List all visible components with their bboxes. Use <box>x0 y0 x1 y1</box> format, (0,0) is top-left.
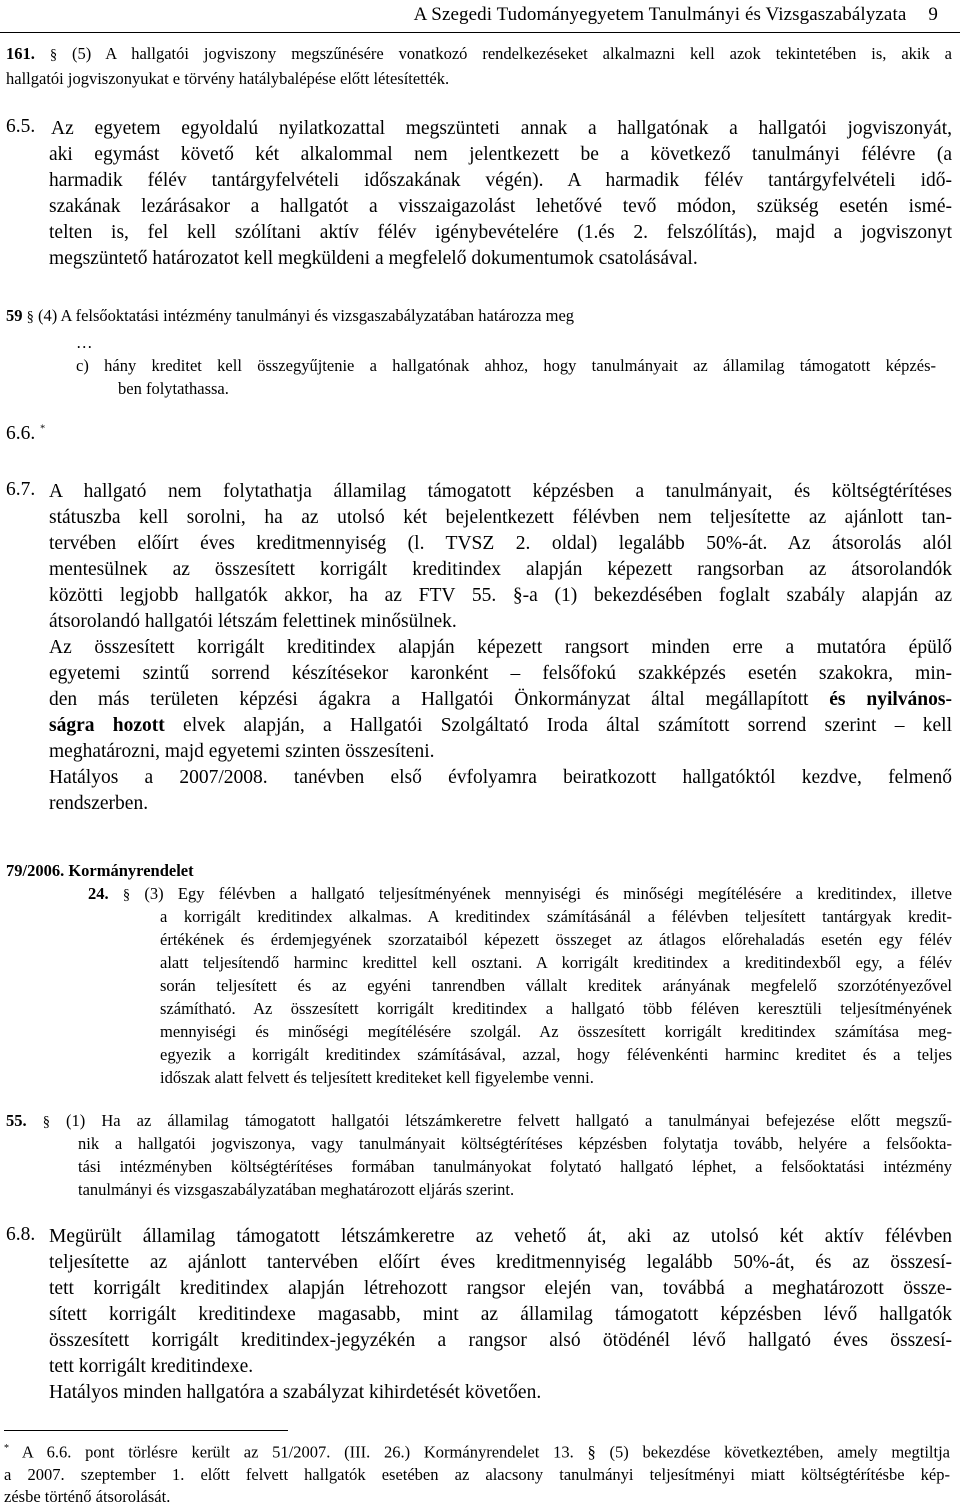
law-quote-59-items <box>76 331 936 400</box>
footnote: * A 6.6. pont törlésre került az 51/2007. (III. 26.) Kormányrendelet 13. § (5) bekezdése következtében, amely megtiltja a 2007. szeptember 1. előtt felvett hallgatók esetében az alacsony tanulmányi teljesítményi miatt költségtérítésbe kép- zésbe történő átsorolását. <box>4 1442 950 1506</box>
section-sign: § <box>49 47 58 63</box>
law-text: hallgatói jogviszonyukat e törvény hatálybalépése előtt létesítették. <box>6 69 450 88</box>
law-ref-59: 59 <box>6 306 23 325</box>
law-text: (5) A hallgatói jogviszony megszűnésére vonatkozó rendelkezéseket alkalmazni kell azok tekintetében is, akik a <box>72 44 952 63</box>
decree-title: 79/2006. Kormányrendelet <box>6 861 194 880</box>
text-line: Hatályos a 2007/2008. tanévben első évfolyamra beiratkozott hallgatóktól kezdve, felmenő <box>49 767 952 788</box>
paragraph-6-5-body <box>49 142 952 272</box>
text-line: aki egymást követő két alkalommal nem jelentkezett be a következő tanulmányi félévre (a <box>49 144 952 165</box>
law-text: számítható. Az összesített korrigált kreditindex a hallgató több féléven keresztüli teljesítményének <box>160 999 952 1018</box>
footnote-text: a 2007. szeptember 1. előtt felvett hallgatók esetében az alacsony tanulmányi teljesítményi miatt költségtérítésbe kép- <box>4 1464 950 1484</box>
footnote-mark: * <box>4 1443 9 1454</box>
paragraph-6-5 <box>51 116 952 142</box>
decree-text: 24. § (3) Egy félévben a hallgató teljesítményének mennyiségi és minőségi megítélésére a kreditindex, illetve <box>88 884 952 903</box>
text-line: mentesülnek az összesített korrigált kreditindex alapján képezett rangsorban az átsorolandók <box>49 559 952 580</box>
law-text: alatt teljesítendő harminc kredittel kell osztani. A korrigált kreditindex a kreditindexből egy, a félév <box>160 953 952 972</box>
text-line: Az összesített korrigált kreditindex alapján képezett rangsort minden erre a mutatóra épülő <box>49 637 952 658</box>
law-text: a korrigált kreditindex alkalmas. A kreditindex számításánál a félévben teljesített tantárgyak kredit- <box>160 907 952 926</box>
header-rule <box>0 32 960 33</box>
paragraph-6-6 <box>6 423 45 445</box>
law-text: egyezik a korrigált kreditindex számításával, azzal, hogy félévenkénti harminc kreditet és a teljes <box>160 1045 952 1064</box>
section-sign: § <box>512 585 523 606</box>
text-line: harmadik félév tantárgyfelvételi időszakának végén). A harmadik félév tantárgyfelvételi idő- <box>49 170 952 191</box>
text-line: meghatározni, majd egyetemi szinten összesíteni. <box>49 741 435 762</box>
section-sign: § <box>26 309 34 325</box>
header-title: A Szegedi Tudományegyetem Tanulmányi és Vizsgaszabályzata <box>413 4 907 25</box>
footnote-mark[interactable]: * <box>40 423 46 435</box>
law-text: ben folytathassa. <box>118 379 229 398</box>
law-text: tanulmányi és vizsgaszabályzatában meghatározott eljárás szerint. <box>78 1180 515 1199</box>
law-quote-55: 55. § (1) Ha az államilag támogatott hallgatói létszámkeretre felvett hallgató a tanulmányai befejezése előtt megszű- <box>6 1111 953 1130</box>
text-line: ságra hozott elvek alapján, a Hallgatói Szolgáltató Iroda által számított sorrend szerint – kell <box>49 715 953 736</box>
footnote-text: zésbe történő átsorolását. <box>4 1486 171 1506</box>
law-quote-59 <box>6 304 906 329</box>
text-line: közötti legjobb hallgatók akkor, ha az FTV 55. §-a (1) bekezdésében foglalt szabály alapján az <box>49 585 953 606</box>
law-text: c) hány kreditet kell összegyűjtenie a hallgatónak ahhoz, hogy tanulmányait az államilag támogatott képzés- <box>76 356 936 375</box>
page-number: 9 <box>928 4 938 25</box>
paragraph-number: 6.5. <box>6 116 36 137</box>
text-line: összesített korrigált kreditindex-jegyzékén a rangsor alsó ötödénél lévő hallgató éves összesí- <box>49 1330 952 1351</box>
footnote-separator <box>4 1430 288 1431</box>
section-sign: § <box>42 1114 50 1130</box>
text-line: sített korrigált kreditindexe magasabb, mint az államilag támogatott képzésben lévő hallgatók <box>49 1304 952 1325</box>
ellipsis: … <box>76 333 93 352</box>
text-line: tett korrigált kreditindexe. <box>49 1356 254 1377</box>
law-text: során teljesített és az egyéni tanrendben vállalt kreditek arányának megfelelő szorzótényezővel <box>160 976 952 995</box>
law-text: tási intézményben költségtérítéses formában tanulmányokat folytató hallgató léphet, a felsőoktatási intézmény <box>78 1157 952 1176</box>
paragraph-number: 6.6. <box>6 423 36 444</box>
law-text: értékének és érdemjegyének szorzataiból képezett összeget az átlagos előrehaladás esetén egy félév <box>160 930 952 949</box>
text-line: egyetemi szintű sorrend készítésekor karonként – felsőfokú szakképzés esetén szakokra, min- <box>49 663 952 684</box>
text-line: Hatályos minden hallgatóra a szabályzat kihirdetését követően. <box>49 1382 542 1403</box>
paragraph-6-8 <box>49 1224 952 1406</box>
text-line: tett korrigált kreditindex alapján létrehozott rangsor elején van, továbbá a meghatározott össze- <box>49 1278 952 1299</box>
text-line: A hallgató nem folytathatja államilag támogatott képzésben a tanulmányait, és költségtérítéses <box>49 481 952 502</box>
law-text: (4) A felsőoktatási intézmény tanulmányi és vizsgaszabályzatában határozza meg <box>38 306 575 325</box>
text-line: den más területen képzési ágakra a Hallgatói Önkormányzat által megállapított és nyilvános- <box>49 689 952 710</box>
law-ref-161: 161. <box>6 44 35 63</box>
text-line: Megürült államilag támogatott létszámkeretre az vehető át, aki az utolsó két aktív félévben <box>49 1226 952 1247</box>
law-text: mennyiségi és minőségi megítélésére szolgál. Az összesített korrigált kreditindex számítása meg- <box>160 1022 952 1041</box>
law-quote-55-body <box>78 1132 952 1201</box>
decree-text-body <box>160 905 952 1089</box>
section-sign: § <box>122 887 131 903</box>
running-header <box>414 4 938 26</box>
text-line: megszüntető határozatot kell megküldeni a megfelelő dokumentumok csatolásával. <box>49 248 698 269</box>
law-ref-24: 24. <box>88 884 109 903</box>
text-line: tervében előírt éves kreditmennyiség (l. TVSZ 2. oldal) legalább 50%-át. Az átsorolás alól <box>49 533 952 554</box>
text-line: átsorolandó hallgatói létszám felettinek minősülnek. <box>49 611 457 632</box>
law-text: időszak alatt felvett és teljesített krediteket kell figyelembe venni. <box>160 1068 594 1087</box>
law-quote-161 <box>6 42 952 90</box>
text-line: státuszba kell sorolni, ha az utolsó két bejelentkezett félévben nem teljesítette az ajánlott tan- <box>49 507 952 528</box>
paragraph-6-7 <box>49 479 952 817</box>
text-line: telten is, fel kell szólítani aktív félév igénybevételére (1.és 2. felszólítás), majd a jogviszonyt <box>49 222 952 243</box>
text-line: teljesítette az ajánlott tantervében előírt éves kreditmennyiség legalább 50%-át, és az összesí- <box>49 1252 952 1273</box>
law-ref-55: 55. <box>6 1111 27 1130</box>
text-line: rendszerben. <box>49 793 149 814</box>
paragraph-number: 6.7. <box>6 479 36 500</box>
text-line: Az egyetem egyoldalú nyilatkozattal megszünteti annak a hallgatónak a hallgatói jogviszonyát, <box>51 118 952 139</box>
text-line: szakának lezárásakor a hallgatót a visszaigazolást lehetővé tevő módon, szükség esetén ismé- <box>49 196 952 217</box>
paragraph-number: 6.8. <box>6 1224 36 1245</box>
law-text: nik a hallgatói jogviszonya, vagy tanulmányait költségtérítéses képzésben folytatja tovább, helyére a felsőokta- <box>78 1134 952 1153</box>
